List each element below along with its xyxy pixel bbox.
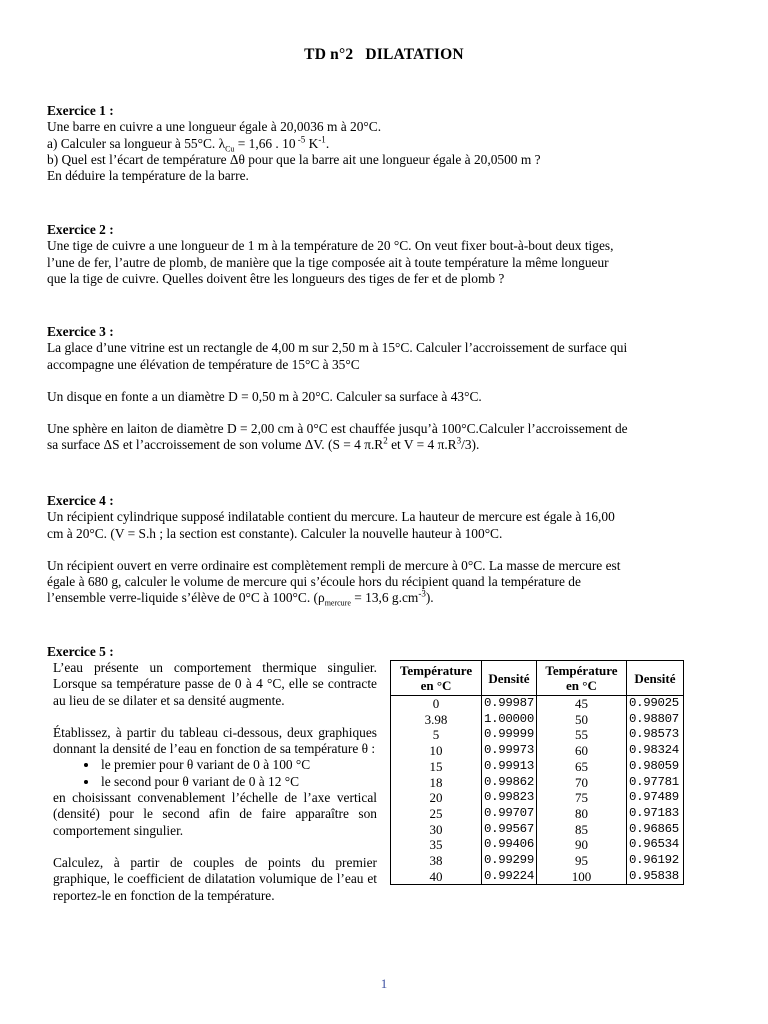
density-table-header [391,661,684,696]
cell-density-1: 0.99913 [482,759,537,775]
cell-temperature-2: 95 [536,853,626,869]
cell-temperature-1: 3.98 [391,712,482,728]
cell-density-1: 0.99999 [482,727,537,743]
page-title [0,47,768,63]
header-temperature-1: Température en °C [391,661,482,696]
cell-temperature-1: 15 [391,759,482,775]
cell-temperature-2: 75 [536,790,626,806]
table-row [391,696,684,712]
exercise-2-line-3: que la tige de cuivre. Quelles doivent être les longueurs des tiges de fer et de plomb ? [47,270,505,286]
cell-density-1: 0.99406 [482,837,537,853]
cell-density-1: 0.99707 [482,806,537,822]
cell-density-1: 0.99862 [482,775,537,791]
exercise-5-bullet-1: • le premier pour θ variant de 0 à 100 °C [99,757,377,773]
cell-temperature-1: 10 [391,743,482,759]
cell-density-2: 0.98324 [626,743,683,759]
cell-temperature-2: 55 [536,727,626,743]
cell-temperature-1: 35 [391,837,482,853]
exercise-1-heading: Exercice 1 : [47,103,114,118]
exercise-4-line-4: égale à 680 g, calculer le volume de mercure qui s’écoule hors du récipient quand la température de [47,574,581,590]
cell-density-2: 0.96192 [626,853,683,869]
cell-temperature-2: 85 [536,822,626,838]
exercise-3 [47,324,722,454]
cell-density-1: 0.99823 [482,790,537,806]
exercise-3-line-5: sa surface ΔS et l’accroissement de son volume ΔV. (S = 4 $\pi.R^2$ et V = 4 $\pi.R^3/3$). [47,436,480,453]
exercise-5 [47,644,722,660]
exercise-1-line-3: b) Quel est l’écart de température Δθ pour que la barre ait une longueur égale à 20,0500 m ? [47,151,541,167]
page-number: 1 [380,976,388,991]
table-row [391,790,684,806]
exercise-3-line-4: Une sphère en laiton de diamètre D = 2,00 cm à 0°C est chauffée jusqu’à 100°C.Calculer l’accroissement de [47,421,628,437]
cell-temperature-2: 70 [536,775,626,791]
cell-density-1: 0.99987 [482,696,537,712]
exercise-5-paragraph-3: en choisissant convenablement l’échelle de l’axe vertical (densité) pour le second afin de faire apparaître son comportement singulier. [53,790,377,838]
table-row [391,806,684,822]
exercise-4 [47,493,722,607]
exercise-4-line-3: Un récipient ouvert en verre ordinaire est complètement rempli de mercure à 0°C. La masse de mercure est [47,557,621,573]
table-row [391,712,684,728]
cell-density-1: 0.99299 [482,853,537,869]
header-density-2: Densité [626,661,683,696]
cell-temperature-1: 40 [391,869,482,885]
cell-temperature-2: 65 [536,759,626,775]
exercise-1-line-2: a) Calculer sa longueur à 55°C. $\lambda_{Cu} = 1,66$ . 10 $^{-5}$ $K^{-1}$. [47,134,330,154]
cell-density-2: 0.97489 [626,790,683,806]
cell-density-2: 0.98573 [626,727,683,743]
exercise-4-heading: Exercice 4 : [47,493,114,508]
exercise-5-paragraph-2: Établissez, à partir du tableau ci-dessous, deux graphiques donnant la densité de l’eau en fonction de sa température θ : [53,724,377,757]
cell-temperature-2: 80 [536,806,626,822]
exercise-1-line-1: Une barre en cuivre a une longueur égale à 20,0036 m à 20°C. [47,119,382,135]
cell-density-2: 0.98807 [626,712,683,728]
cell-temperature-1: 18 [391,775,482,791]
exercise-3-line-2: accompagne une élévation de température de 15°C à 35°C [47,356,360,372]
cell-density-2: 0.96865 [626,822,683,838]
table-row [391,727,684,743]
cell-density-2: 0.95838 [626,869,683,885]
cell-temperature-1: 25 [391,806,482,822]
exercise-2 [47,222,722,287]
cell-density-2: 0.96534 [626,837,683,853]
exercise-5-bullet-2: • le second pour θ variant de 0 à 12 °C [99,774,377,790]
table-row [391,869,684,885]
exercise-5-heading: Exercice 5 : [47,644,114,659]
exercise-4-line-5: l’ensemble verre-liquide s’élève de 0°C à 100°C. ($\rho_{mercure} = 13,6$ $g.cm^{-3}$). [47,589,434,609]
cell-temperature-2: 50 [536,712,626,728]
table-row [391,759,684,775]
cell-temperature-2: 60 [536,743,626,759]
cell-density-2: 0.97183 [626,806,683,822]
table-row [391,822,684,838]
cell-density-1: 1.00000 [482,712,537,728]
exercise-1 [47,103,722,184]
cell-temperature-1: 30 [391,822,482,838]
exercise-5-paragraph-4: Calculez, à partir de couples de points du premier graphique, le coefficient de dilatation volumique de l’eau et reportez-le en fonction de la température. [53,854,377,903]
exercise-3-heading: Exercice 3 : [47,324,114,339]
exercise-3-line-3: Un disque en fonte a un diamètre D = 0,50 m à 20°C. Calculer sa surface à 43°C. [47,388,482,404]
density-table [390,660,684,885]
table-row [391,853,684,869]
cell-density-2: 0.97781 [626,775,683,791]
cell-temperature-2: 45 [536,696,626,712]
exercise-2-heading: Exercice 2 : [47,222,114,237]
cell-temperature-2: 90 [536,837,626,853]
exercise-2-line-1: Une tige de cuivre a une longueur de 1 m à la température de 20 °C. On veut fixer bout-à-bout deux tiges, [47,238,614,254]
exercise-2-line-2: l’une de fer, l’autre de plomb, de manière que la tige composée ait à toute température la même longueur [47,254,609,270]
cell-density-2: 0.99025 [626,696,683,712]
exercise-5-bullet-list [53,757,377,790]
header-temperature-2: Température en °C [536,661,626,696]
cell-density-1: 0.99567 [482,822,537,838]
cell-density-1: 0.99973 [482,743,537,759]
table-row [391,837,684,853]
exercise-1-line-4: En déduire la température de la barre. [47,168,249,184]
exercise-3-line-1: La glace d’une vitrine est un rectangle de 4,00 m sur 2,50 m à 15°C. Calculer l’accroissement de surface qui [47,340,628,356]
cell-density-2: 0.98059 [626,759,683,775]
cell-temperature-1: 0 [391,696,482,712]
table-row [391,743,684,759]
exercise-4-line-2: cm à 20°C. (V = S.h ; la section est constante). Calculer la nouvelle hauteur à 100°C. [47,525,503,541]
table-row [391,775,684,791]
cell-temperature-1: 20 [391,790,482,806]
cell-density-1: 0.99224 [482,869,537,885]
exercise-4-line-1: Un récipient cylindrique supposé indilatable contient du mercure. La hauteur de mercure est égale à 16,00 [47,509,615,525]
cell-temperature-2: 100 [536,869,626,885]
title-td: TD n°2 [304,46,354,63]
cell-temperature-1: 5 [391,727,482,743]
title-subject: DILATATION [365,46,464,63]
cell-temperature-1: 38 [391,853,482,869]
header-density-1: Densité [482,661,537,696]
exercise-5-paragraph-1: L’eau présente un comportement thermique singulier. Lorsque sa température passe de 0 à 4 °C, elle se contracte au lieu de se dilater et sa densité augmente. [53,660,377,708]
exercise-5-text [53,660,377,904]
